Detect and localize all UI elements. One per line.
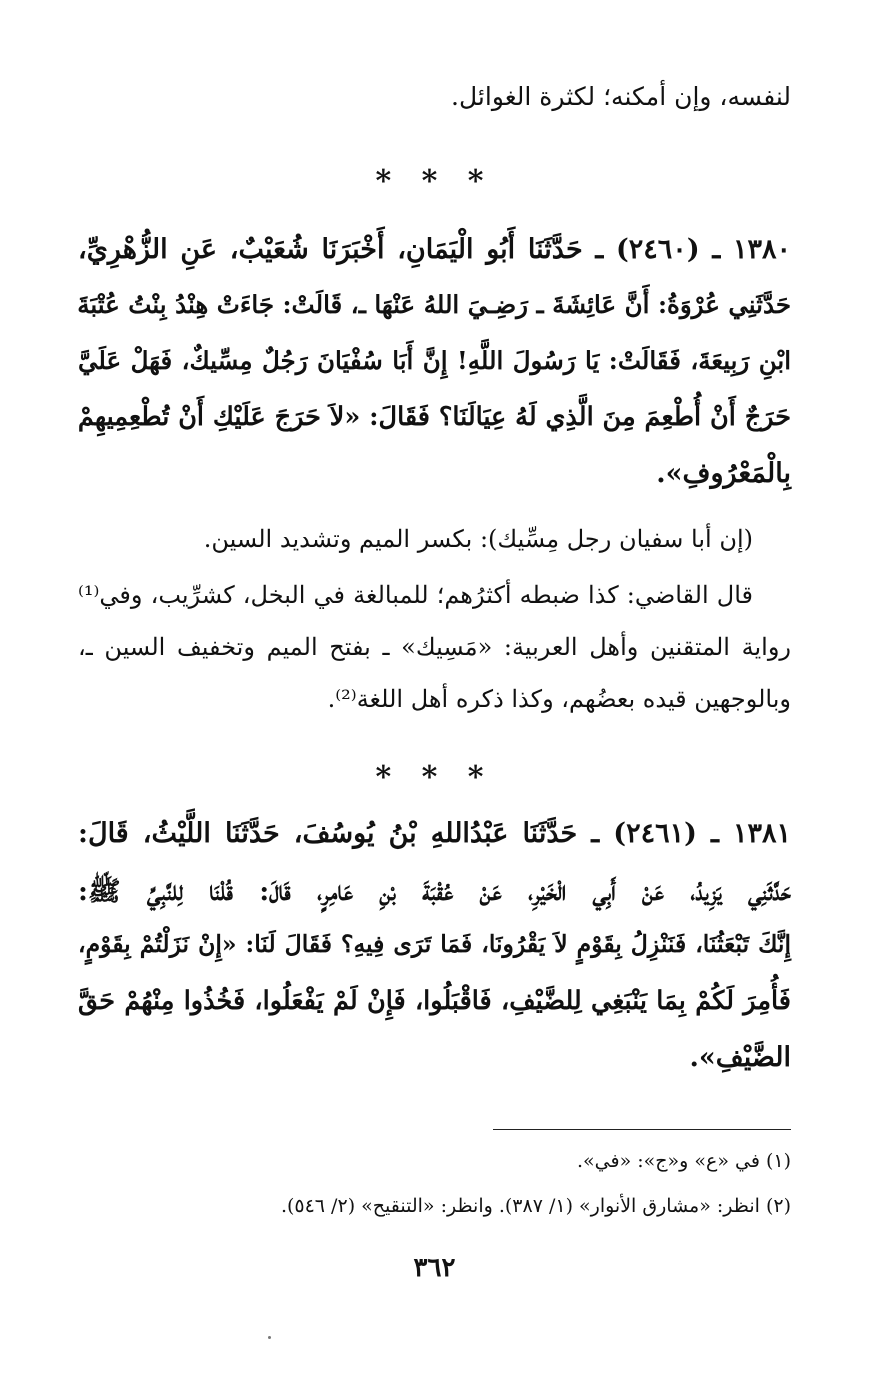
hadith-line: الضَّيْفِ». — [689, 1042, 791, 1073]
section-separator: * * * — [375, 164, 494, 199]
commentary-line: قال القاضي: كذا ضبطه أكثرُهم؛ للمبالغة في البخل، كشرِّيب، وفي⁽¹⁾ — [78, 581, 754, 609]
hadith-line: ابْنِ رَبِيعَةَ، فَقَالَتْ: يَا رَسُولَ اللَّهِ! إِنَّ أَبَا سُفْيَانَ رَجُلٌ مِسِّيكٌ، فَهَلْ عَلَيَّ — [78, 346, 791, 375]
commentary-line: رواية المتقنين وأهل العربية: «مَسِيك» ـ بفتح الميم وتخفيف السين ـ، — [78, 633, 791, 661]
hadith-line: بِالْمَعْرُوفِ». — [656, 458, 791, 489]
footnote-1: (١) في «ع» و«ج»: «في». — [576, 1150, 791, 1172]
hadith-line: ١٣٨١ ـ (٢٤٦١) ـ حَدَّثَنَا عَبْدُاللهِ بْنُ يُوسُفَ، حَدَّثَنَا اللَّيْثُ، قَالَ: — [78, 818, 791, 849]
hadith-line: فَأُمِرَ لَكُمْ بِمَا يَنْبَغِي لِلضَّيْفِ، فَاقْبَلُوا، فَإِنْ لَمْ يَفْعَلُوا، فَخُذُوا مِنْهُمْ حَقَّ — [78, 986, 791, 1016]
hadith-line: ١٣٨٠ ـ (٢٤٦٠) ـ حَدَّثَنَا أَبُو الْيَمَانِ، أَخْبَرَنَا شُعَيْبٌ، عَنِ الزُّهْرِيِّ، — [78, 234, 791, 265]
section-separator: * * * — [375, 760, 494, 795]
commentary-gloss: (إن أبا سفيان رجل مِسِّيك): بكسر الميم وتشديد السين. — [203, 525, 753, 553]
hadith-line: إِنَّكَ تَبْعَثُنَا، فَنَنْزِلُ بِقَوْمٍ لاَ يَقْرُونَا، فَمَا تَرَى فِيهِ؟ فَقَالَ لَنَا: «إِنْ نَزَلْتُمْ بِقَوْمٍ، — [78, 930, 791, 958]
book-page — [78, 0, 791, 1379]
footnote-rule — [493, 1129, 791, 1130]
scan-speck — [268, 1336, 271, 1339]
hadith-line: حَرَجٌ أَنْ أُطْعِمَ مِنَ الَّذِي لَهُ عِيَالَنَا؟ فَقَالَ: «لاَ حَرَجَ عَلَيْكِ أَنْ تُطْعِمِيهِمْ — [77, 402, 791, 432]
hadith-line: حَدَّثَنِي يَزِيدُ، عَنْ أَبِي الْخَيْرِ، عَنْ عُقْبَةَ بْنِ عَامِرٍ، قَالَ: قُلْنَا لِلنَّبِيِّ ﷺ: — [78, 876, 791, 907]
commentary-line: وبالوجهين قيده بعضُهم، وكذا ذكره أهل اللغة⁽²⁾. — [327, 685, 791, 713]
footnote-2: (٢) انظر: «مشارق الأنوار» (١/ ٣٨٧). وانظر: «التنقيح» (٢/ ٥٤٦). — [280, 1195, 791, 1217]
page-number: ٣٦٢ — [413, 1253, 456, 1283]
opening-line: لنفسه، وإن أمكنه؛ لكثرة الغوائل. — [451, 82, 791, 111]
hadith-line: حَدَّثَنِي عُرْوَةُ: أَنَّ عَائِشَةَ ـ رَضِـيَ اللهُ عَنْهَا ـ، قَالَتْ: جَاءَتْ هِنْدُ بِنْتُ عُتْبَةَ — [77, 290, 791, 319]
